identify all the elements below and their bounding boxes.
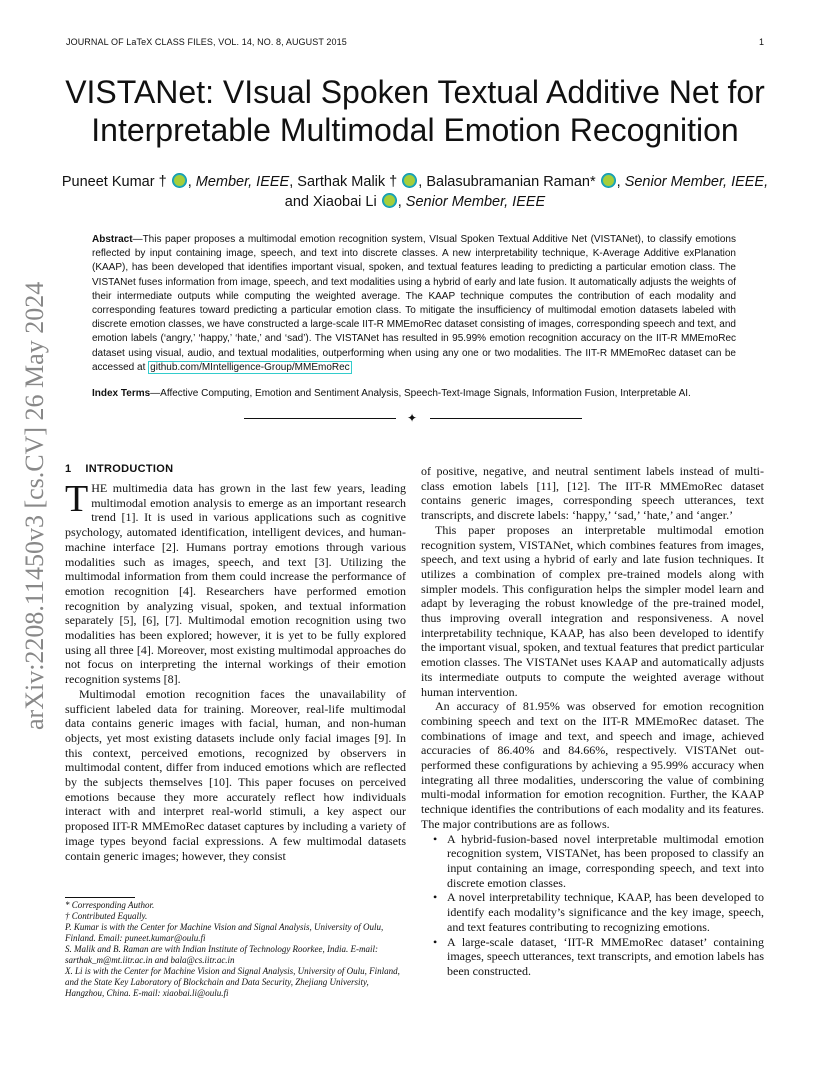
paragraph [65,478,406,687]
paragraph-text: HE multimedia data has grown in the last few years, leading multimodal emotion analysis to emerge as an important research trend [1]. It is used in various applications such as cognitive psychology, automated identification, intelligent devices, and human-machine interface [2]. Humans portray emotions through various modalities such as images, speech, and text [3]. Utilizing the multimodal information from them could increase the performance of emotion recognition [4]. Researchers have performed emotion recognition by analyzing visual, spoken, and textual information separately [5], [6], [7]. Multimodal emotion recognition using two modalities has been explored; however, it is yet to be fully explored using all three [4]. Moreover, most existing multimodal approaches do not focus on interpreting the internal workings of their emotion recognition systems [8]. [65,481,406,687]
divider-line-left [244,418,396,419]
section-title: INTRODUCTION [85,463,174,475]
orcid-icon[interactable] [383,194,396,207]
author-list: Puneet Kumar † , Member, IEEE, Sarthak Malik † , Balasubramanian Raman* , Senior Member, IEEE, and Xiaobai Li , Senior Member, IEEE [61,174,769,210]
footnote: P. Kumar is with the Center for Machine Vision and Signal Analysis, University of Oulu, Finland. Email: puneet.kumar@oulu.fi [65,922,384,943]
arxiv-identifier: arXiv:2208.11450v3 [cs.CV] 26 May 2024 [20,281,49,730]
orcid-icon[interactable] [403,174,416,187]
footnotes [65,900,406,999]
paragraph: Multimodal emotion recognition faces the unavailability of sufficient labeled data for training. Moreover, real-life multimodal data contains generic images with facial, human, and non-human objects, yet most existing datasets include only facial images [9]. In this context, perceived emotions, recognized by observers in multimodal content, differ from induced emotions which are reflected by the subjects themselves [10]. This paper focuses on perceived emotions because they more accurately reflect how individuals interact with and interpret real-world stimuli, a key aspect our proposed IIT-R MMEmoRec dataset captures by including a variety of image types beyond facial expressions. A few multimodal datasets contain generic images; however, they consist [65,686,406,863]
right-column [421,464,764,979]
paragraph: of positive, negative, and neutral sentiment labels instead of multi-class emotion labels [11], [12]. The IIT-R MMEmoRec dataset contains generic images, corresponding speech utterances, text transcripts, and discrete labels: ‘happy,’ ‘sad,’ ‘hate,’ and ‘anger.’ [421,464,764,523]
bullet-item: • A novel interpretability technique, KAAP, has been developed to identify each modality’s significance and the key image, speech, and text features contributing to recognizing emotions. [421,890,764,934]
section-divider [244,413,584,425]
dataset-link[interactable]: github.com/MIntelligence-Group/MMEmoRec [150,361,350,373]
divider-line-right [430,418,582,419]
index-terms-text: —Affective Computing, Emotion and Sentiment Analysis, Speech-Text-Image Signals, Information Fusion, Interpretable AI. [150,388,691,399]
author-4-role: Senior Member, IEEE [405,194,546,210]
author-4: and Xiaobai Li [284,194,377,210]
left-column [65,463,406,863]
author-2: Sarthak Malik † [297,174,398,190]
bullet-item: • A hybrid-fusion-based novel interpretable multimodal emotion recognition system, VISTANet, has been proposed to classify an input containing an image, corresponding speech, and text into discrete emotion classes. [421,832,764,891]
author-1: Puneet Kumar † [61,174,167,190]
diamond-icon: ✦ [407,411,418,425]
running-header: JOURNAL OF LaTeX CLASS FILES, VOL. 14, NO. 8, AUGUST 2015 [66,37,347,47]
author-3: Balasubramanian Raman* [426,174,596,190]
index-terms-label: Index Terms [92,388,151,399]
paragraph: This paper proposes an interpretable multimodal emotion recognition system, VISTANet, which combines features from images, speech, and text using a hybrid of early and late fusion techniques. It utilizes a combination of complex pre-trained models along with simpler models. This configuration helps the simpler model learn and adapt by leveraging the robust knowledge of the pre-trained model, thus improving overall integration and responsiveness. A novel interpretability technique, KAAP, has also been developed to identify the important visual, spoken, and textual features that predict particular emotion classes. The VISTANet uses KAAP and automatically adjusts its intermediate outputs to compute the weighted average without human intervention. [421,522,764,699]
section-number: 1 [65,463,72,475]
footnote: X. Li is with the Center for Machine Vision and Signal Analysis, University of Oulu, Finland, and the State Key Laboratory of Blockchain and Data Security, Zhejiang University, Hangzhou, China. E-mail: xiaobai.li@oulu.fi [65,966,400,998]
abstract [92,233,736,375]
footnote: S. Malik and B. Raman are with Indian Institute of Technology Roorkee, India. E-mail: sarthak_m@mt.iitr.ac.in and bala@cs.iitr.ac.in [65,944,379,965]
orcid-icon[interactable] [602,174,615,187]
author-3-role: Senior Member, IEEE, [624,174,769,190]
author-1-role: Member, IEEE [195,174,290,190]
drop-cap: T [65,478,89,520]
abstract-label: Abstract [92,234,133,245]
section-heading [65,463,406,475]
abstract-text: —This paper proposes a multimodal emotion recognition system, VIsual Spoken Textual Additive Net (VISTANet), to classify emotions reflected by input containing image, speech, and text into discrete classes. A new interpretability technique, K-Average Additive exPlanation (KAAP), has been developed that identifies important visual, spoken, and textual features leading to predicting a particular emotion class. The VISTANet fuses information from image, speech, and text modalities using a hybrid of early and late fusion. It automatically adjusts the weights of their intermediate outputs while computing the weighted average. The KAAP technique computes the contribution of each modality and corresponding features toward predicting a particular emotion class. To mitigate the insufficiency of multimodal emotion datasets labeled with discrete emotion classes, we have constructed a large-scale IIT-R MMEmoRec dataset consisting of images, corresponding speech and text, and emotion labels (‘angry,’ ‘happy,’ ‘hate,’ and ‘sad’). The VISTANet has resulted in 95.99% emotion recognition accuracy on the IIT-R MMEmoRec dataset using visual, audio, and textual modalities, outperforming when using any one or two modalities. The IIT-R MMEmoRec dataset can be accessed at [92,234,736,373]
paper-title: VISTANet: VIsual Spoken Textual Additive Net for Interpretable Multimodal Emotion Recognition [65,74,765,148]
footnote: * Corresponding Author. [65,900,155,910]
bullet-item: • A large-scale dataset, ‘IIT-R MMEmoRec dataset’ containing images, speech utterances, text transcripts, and emotion labels has been constructed. [421,935,764,979]
footnote: † Contributed Equally. [65,911,148,921]
paragraph: An accuracy of 81.95% was observed for emotion recognition combining speech and text on the IIT-R MMEmoRec dataset. The combinations of image and text, and speech and image, achieved accuracies of 86.40% and 84.66%, respectively. VISTANet out-performed these configurations by achieving a 95.99% accuracy when integrating all three modalities, underscoring the value of combining multi-modal information for emotion recognition. Further, the KAAP technique identifies the contributions of each modality and its features. The major contributions are as follows. [421,699,764,831]
orcid-icon[interactable] [173,174,186,187]
index-terms [92,387,736,401]
page-number: 1 [758,37,764,47]
footnote-rule [65,897,135,898]
